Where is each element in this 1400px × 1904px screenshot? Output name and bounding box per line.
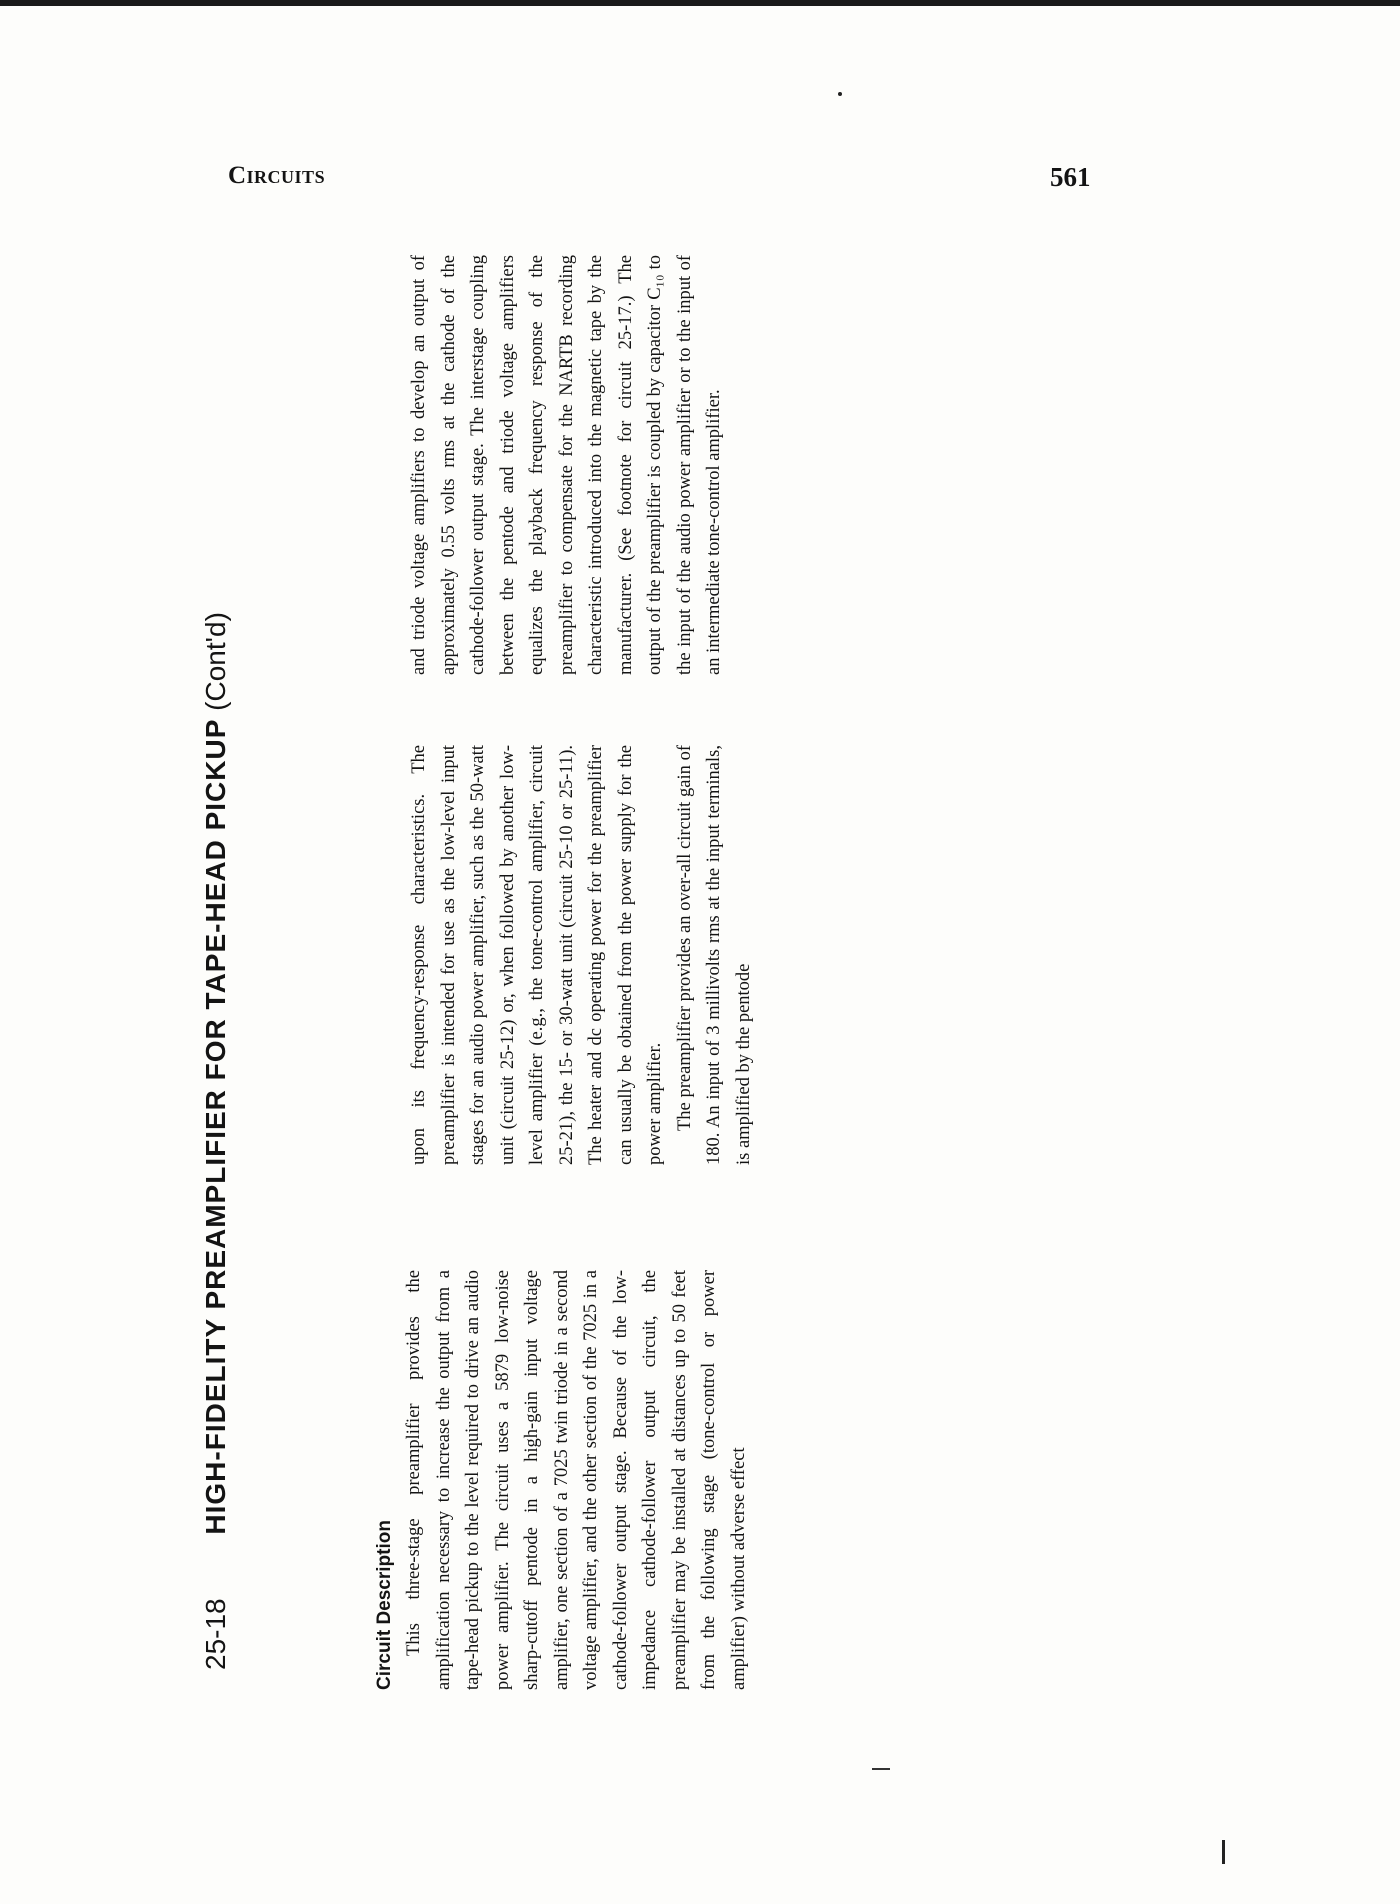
section-subheading: Circuit Description <box>374 1520 395 1690</box>
text-column-3 <box>405 255 730 675</box>
paragraph-2-part-2: and triode voltage amplifiers to develop an output of approximately 0.55 volts rms at the cathode of the cathode-follower output stage. The interstage coupling between the pentode and triode voltage amplifiers equalizes the playback frequency response of the preamplifier to compensate for the NARTB recording characteristic introduced into the magnetic tape by the manufacturer. (See footnote for circuit 25-17.) The output of the preamplifier is coupled by capacitor C₁₀ to the input of the audio power amplifier or to the input of an intermediate tone-control amplifier. <box>409 255 724 675</box>
continued-label: (Cont'd) <box>200 612 231 711</box>
text-column-1 <box>370 1270 754 1690</box>
margin-bar-mark <box>1222 1840 1225 1864</box>
paragraph-2-part-1: The preamplifier provides an over-all circuit gain of 180. An input of 3 millivolts rms at the input terminals, is amplified by the pentode <box>674 745 754 1165</box>
speck-mark <box>838 92 842 96</box>
margin-dash-mark <box>872 1768 890 1770</box>
page-number: 561 <box>1050 162 1091 192</box>
circuit-title: HIGH-FIDELITY PREAMPLIFIER FOR TAPE-HEAD PICKUP <box>200 718 231 1535</box>
paragraph-1-part-1: This three-stage preamplifier provides the amplification necessary to increase the output from a tape-head pickup to the level required to drive an audio power amplifier. The circuit uses a 5879 low-noise sharp-cutoff pentode in a high-gain input voltage amplifier, one section of a 7025 twin triode in a second voltage amplifier, and the other section of the 7025 in a cathode-follower output stage. Because of the low-impedance cathode-follower output circuit, the preamplifier may be installed at distances up to 50 feet from the following stage (tone-control or power amplifier) without adverse effect <box>404 1270 749 1690</box>
rotated-content <box>200 220 1020 1720</box>
running-header-section: Circuits <box>228 162 326 189</box>
circuit-heading <box>200 612 232 1670</box>
text-column-2 <box>405 745 759 1165</box>
top-border <box>0 0 1400 6</box>
paragraph-1-part-2: upon its frequency-response characteristics. The preamplifier is intended for use as the low-level input stages for an audio power amplifier, such as the 50-watt unit (circuit 25-12) or, when followed by another low-level amplifier (e.g., the tone-control amplifier, circuit 25-21), the 15- or 30-watt unit (circuit 25-10 or 25-11). The heater and dc operating power for the preamplifier can usually be obtained from the power supply for the power amplifier. <box>409 745 665 1165</box>
circuit-number: 25-18 <box>200 1598 231 1670</box>
